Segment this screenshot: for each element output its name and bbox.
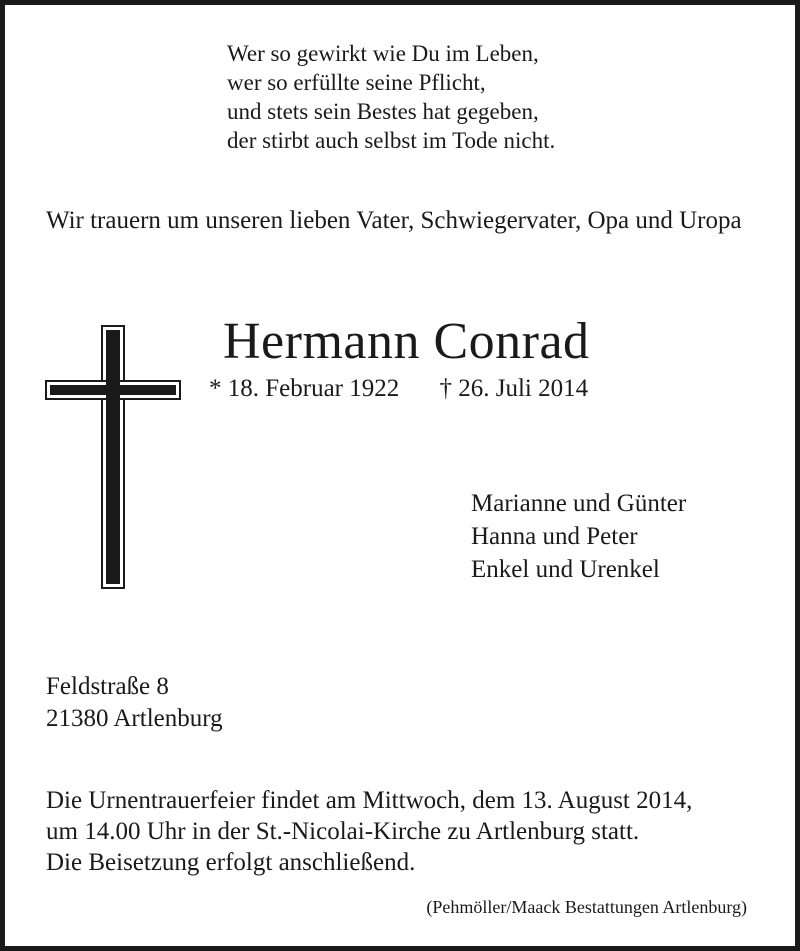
undertaker-credit: (Pehmöller/Maack Bestattungen Artlenburg): [426, 897, 747, 917]
memorial-poem: [227, 39, 555, 155]
poem-line: der stirbt auch selbst im Tode nicht.: [227, 128, 556, 153]
family-address: [46, 671, 223, 735]
service-line: Die Urnentrauerfeier findet am Mittwoch, dem 13. August 2014,: [46, 787, 693, 814]
mourners-list: [471, 487, 686, 586]
address-city: 21380 Artlenburg: [46, 705, 223, 732]
deceased-name: Hermann Conrad: [223, 313, 590, 370]
mourner-line: Enkel und Urenkel: [471, 556, 660, 583]
cross-vertical-inner: [106, 330, 120, 584]
life-dates: [209, 373, 588, 405]
poem-line: wer so erfüllte seine Pflicht,: [227, 70, 486, 95]
cross-icon: [45, 325, 181, 589]
mourning-intro: Wir trauern um unseren lieben Vater, Schwiegervater, Opa und Uropa: [46, 207, 742, 234]
death-date: † 26. Juli 2014: [439, 375, 589, 402]
service-line: um 14.00 Uhr in der St.-Nicolai-Kirche zu Artlenburg statt.: [46, 818, 640, 845]
service-line: Die Beisetzung erfolgt anschließend.: [46, 849, 416, 876]
mourner-line: Hanna und Peter: [471, 523, 638, 550]
address-street: Feldstraße 8: [46, 673, 169, 700]
birth-date: * 18. Februar 1922: [209, 375, 400, 402]
poem-line: Wer so gewirkt wie Du im Leben,: [227, 41, 539, 66]
cross-horizontal-inner: [50, 385, 176, 395]
funeral-service-info: [46, 785, 766, 878]
mourner-line: Marianne und Günter: [471, 490, 687, 517]
poem-line: und stets sein Bestes hat gegeben,: [227, 99, 539, 124]
